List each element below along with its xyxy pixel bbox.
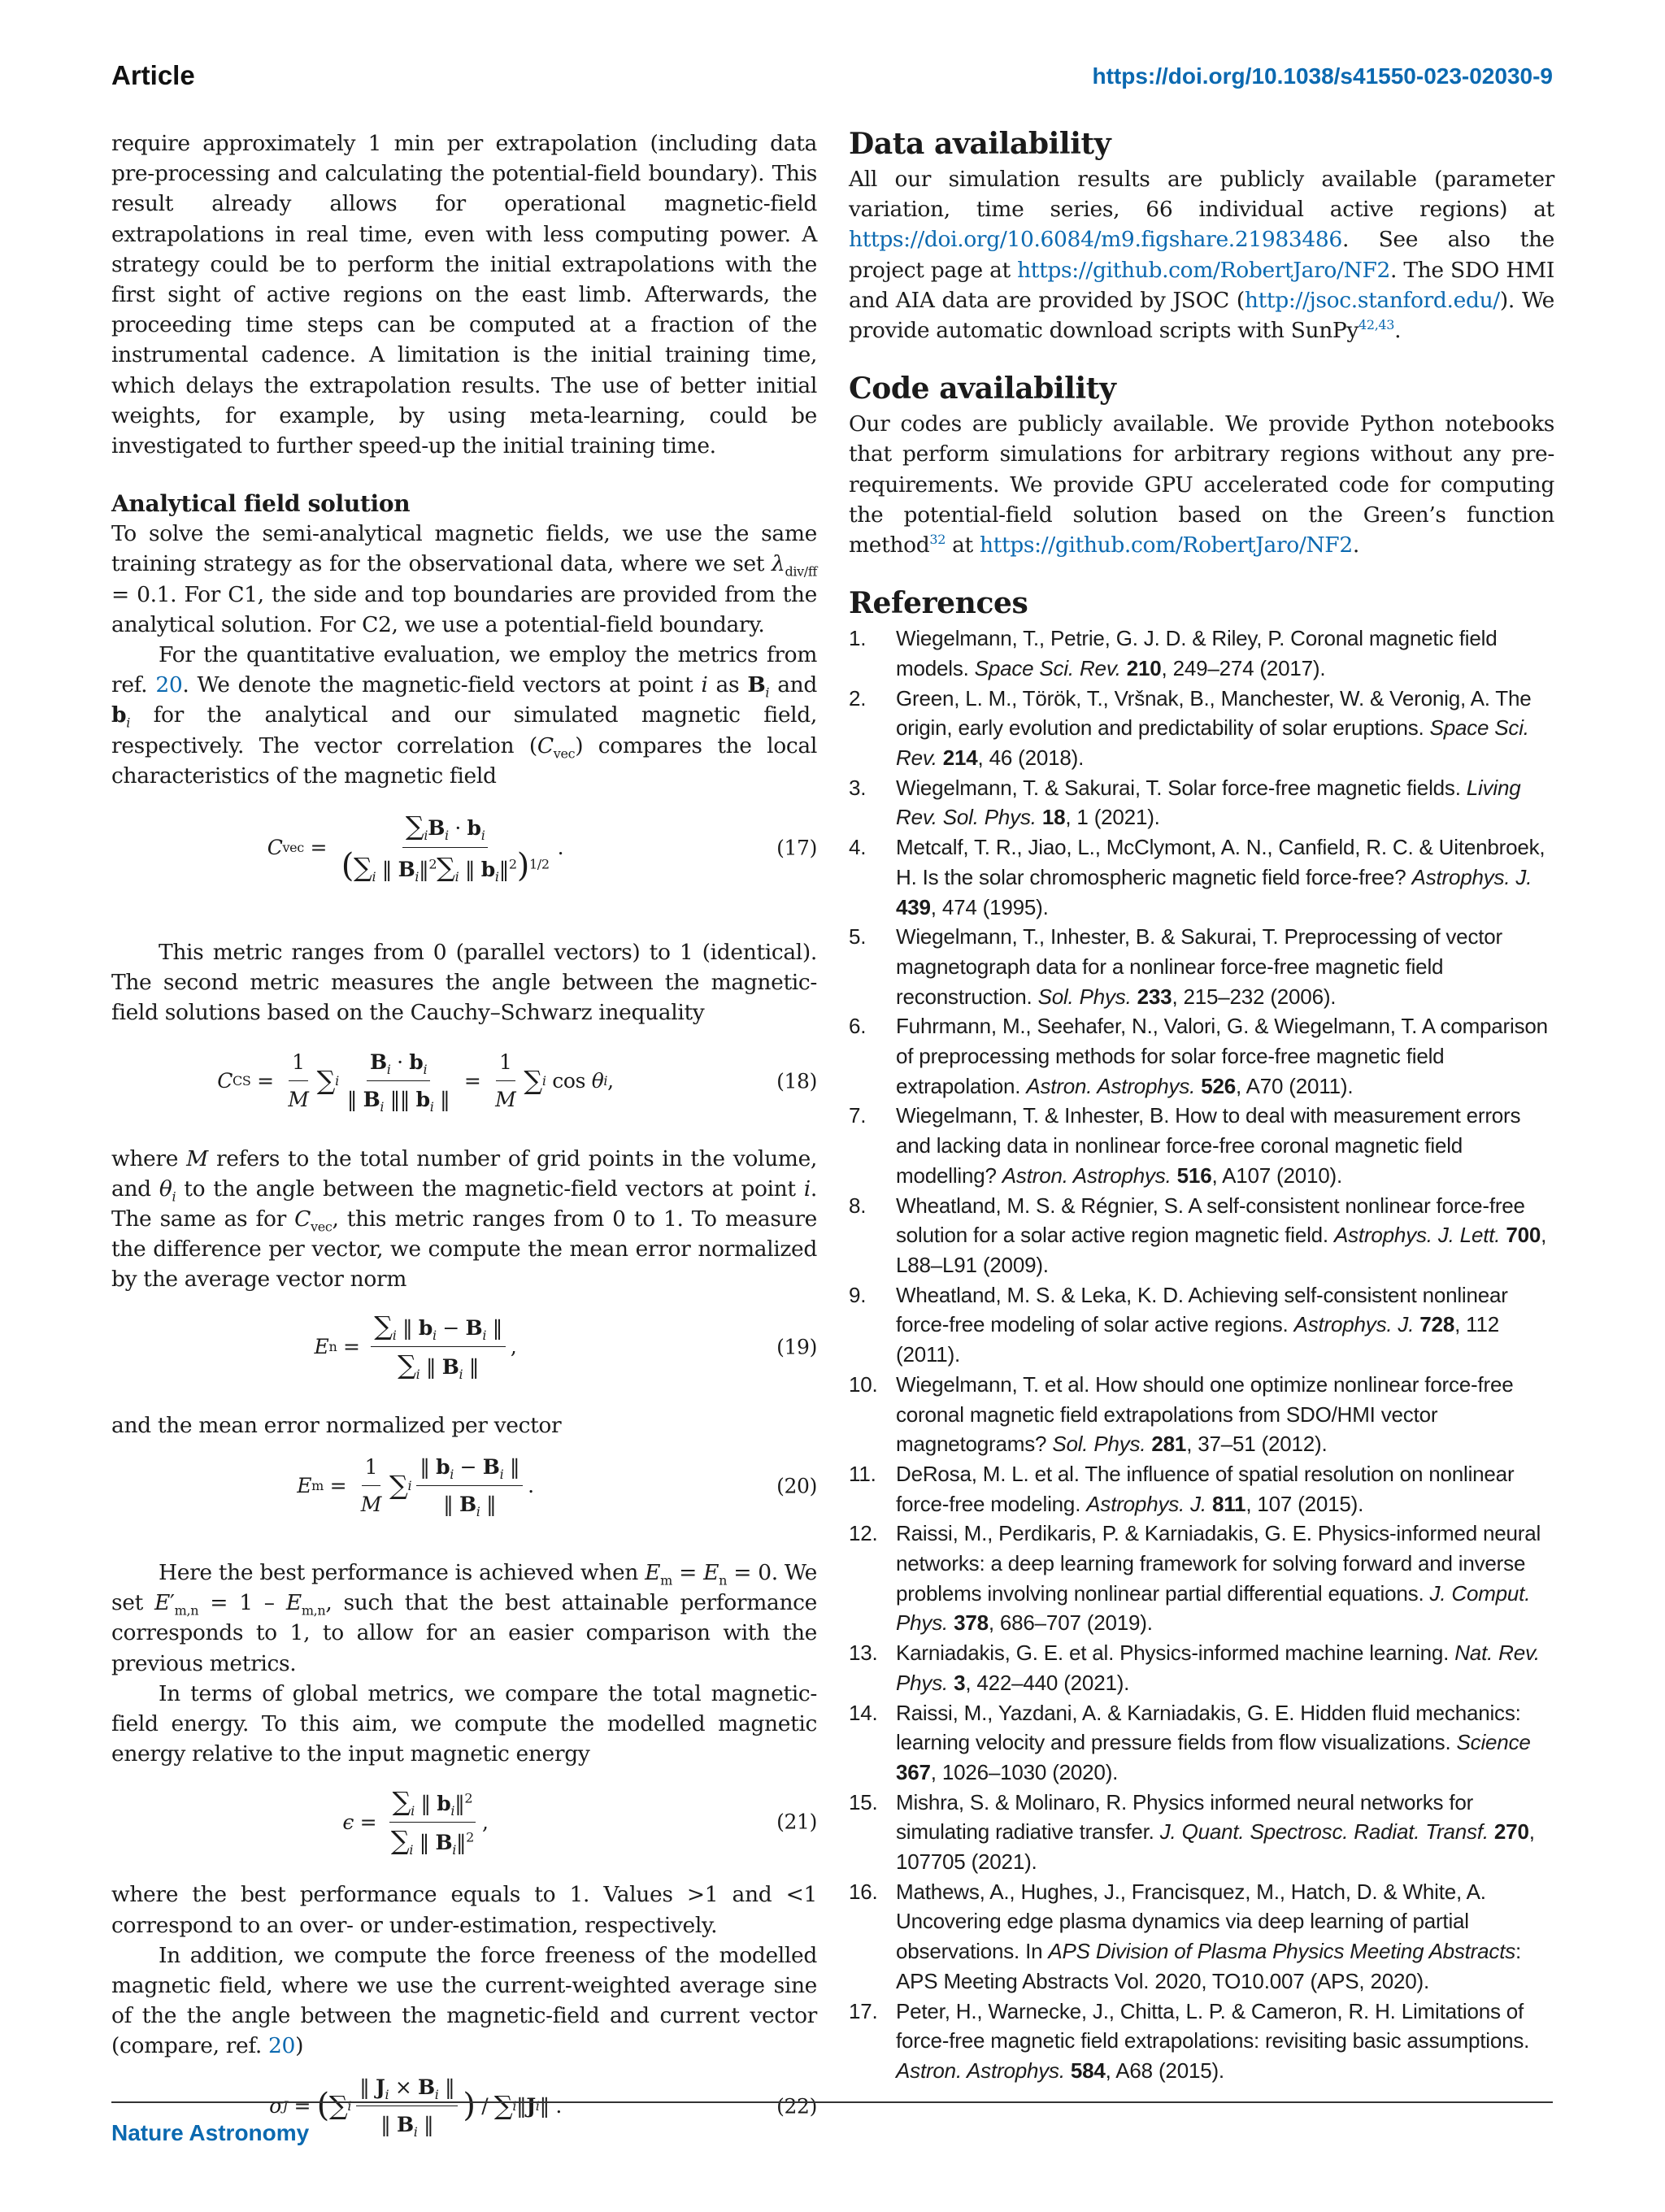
reference-item: 16. Mathews, A., Hughes, J., Francisquez, M., Hatch, D. & White, A. Uncovering edge plasma dynamics via deep learning of partial observations. In APS Division of Plasma Physics Meeting Abstracts: APS Meeting Abstracts Vol. 2020, TO10.007 (APS, 2020). — [849, 1879, 1522, 1993]
github-link[interactable]: https://github.com/RobertJaro/NF2 — [1017, 257, 1390, 283]
reference-item: 13. Karniadakis, G. E. et al. Physics-informed machine learning. Nat. Rev. Phys. 3, 422–440 (2021). — [849, 1641, 1540, 1695]
paragraph-best-equals-one: where the best performance equals to 1. Values >1 and <1 correspond to an over- or under-estimation, respectively. — [111, 1882, 817, 1938]
reference-item: 9. Wheatland, M. S. & Leka, K. D. Achieving self-consistent nonlinear force-free modeling of solar active regions. Astrophys. J. 728, 112 (2011). — [849, 1282, 1508, 1367]
right-column — [849, 125, 1554, 2086]
code-github-link[interactable]: https://github.com/RobertJaro/NF2 — [979, 532, 1353, 558]
left-column — [111, 128, 817, 2151]
heading-data-availability: Data availability — [849, 127, 1111, 161]
reference-item: 7. Wiegelmann, T. & Inhester, B. How to deal with measurement errors and lacking data in nonlinear force-free coronal magnetic field modelling? Astron. Astrophys. 516, A107 (2010). — [849, 1103, 1521, 1188]
reference-item: 3. Wiegelmann, T. & Sakurai, T. Solar force-free magnetic fields. Living Rev. Sol. Phys. 18, 1 (2021). — [849, 775, 1521, 830]
equation-22: σ J = ( ∑ i $\frac{‖ J_i \times B_i ‖}{‖ B_i ‖}$ ) / ∑ i ‖ J i ‖ . (22) — [111, 2062, 817, 2151]
ref-link-20b[interactable]: 20 — [268, 2033, 296, 2059]
equation-21: ϵ = $\frac{\sum_i ‖ b_i‖^2}{\sum_i ‖ B_i‖^2}$ , (21) — [342, 1785, 817, 1858]
paragraph-best-performance: Here the best performance is achieved when $E_m = E_n = 0$. We set $E'_{m,n} = 1 - E_{m,n}$, such that the best attainable performance corresponds to 1, to allow for an easier comparison with the previous metrics. — [111, 1559, 818, 1676]
ref-link-42-43[interactable]: 42,43 — [1359, 317, 1395, 333]
reference-item: 2. Green, L. M., Török, T., Vršnak, B., Manchester, W. & Veronig, A. The origin, early evolution and predictability of solar eruptions. Space Sci. Rev. 214, 46 (2018). — [849, 685, 1532, 771]
equation-19: E n = $\frac{\sum_i ‖ b_i - B_i ‖}{\sum_i ‖ B_i ‖}$ , (19) — [314, 1310, 817, 1383]
jsoc-link[interactable]: http://jsoc.stanford.edu/ — [1244, 287, 1500, 313]
equation-17: C vec = $\frac{\sum_iB_i \cdot b_i}{(\sum_i ‖ B_i‖^2\sum_i ‖ b_i‖^2)^{1/2}}$ . (17) — [267, 810, 817, 884]
paragraph-metrics: For the quantitative evaluation, we employ the metrics from ref. 20. We denote the magnetic-field vectors at point i as $B_i$ and $b_i$ for the analytical and our simulated magnetic field, respectively. The vector correlation $(C_{vec})$ compares the local characteristics of the magnetic field — [111, 642, 818, 789]
heading-analytical-field-solution: Analytical field solution — [111, 490, 411, 518]
paragraph-analytical: To solve the semi-analytical magnetic fields, we use the same training strategy as for the observational data, where we set $\lambda_{div/ff} = 0.1$. For C1, the side and top boundaries are provided from the analytical solution. For C2, we use a potential-field boundary. — [111, 521, 817, 637]
equation-18: C CS = $\frac{1}{M}$ ∑ i $\frac{B_i \cdot b_i}{‖ B_i ‖‖ b_i ‖}$ = $\frac{1}{M}$ ∑ i cos θ i , (18) — [111, 1028, 817, 1134]
reference-item: 11. DeRosa, M. L. et al. The influence of spatial resolution on nonlinear force-free modeling. Astrophys. J. 811, 107 (2015). — [849, 1461, 1515, 1516]
doi-link[interactable]: https://doi.org/10.1038/s41550-023-02030-9 — [1092, 63, 1553, 89]
reference-item: 10. Wiegelmann, T. et al. How should one optimize nonlinear force-free coronal magnetic field extrapolations from SDO/HMI vector magnetograms? Sol. Phys. 281, 37–51 (2012). — [849, 1371, 1514, 1457]
footer-divider — [111, 2101, 1553, 2103]
paragraph-data-availability: All our simulation results are publicly available (parameter variation, time series, 66 individual active regions) at https://doi.org/10.6084/m9.figshare.21983486. See also the project page at https://github.com/RobertJaro/NF2. The SDO HMI and AIA data are provided by JSOC (http://jsoc.stanford.edu/). We provide automatic download scripts with SunPy$^{42,43}$. — [849, 167, 1555, 344]
paragraph-force-freeness: In addition, we compute the force freeness of the modelled magnetic field, where we use the current-weighted average sine of the the angle between the magnetic-field and current vector (compare, ref. 20) — [111, 1942, 817, 2059]
figshare-link[interactable]: https://doi.org/10.6084/m9.figshare.21983486 — [849, 227, 1342, 253]
reference-item: 12. Raissi, M., Perdikaris, P. & Karniadakis, G. E. Physics-informed neural networks: a deep learning framework for solving forward and inverse problems involving nonlinear partial differential equations. J. Comput. Phys. 378, 686–707 (2019). — [849, 1521, 1541, 1636]
paragraph-cauchy-schwarz: This metric ranges from 0 (parallel vectors) to 1 (identical). The second metric measures the angle between the magnetic-field solutions based on the Cauchy–Schwarz inequality — [111, 940, 817, 1026]
paragraph-grid-points: where M refers to the total number of grid points in the volume, and $\theta_i$ to the angle between the magnetic-field vectors at point i. The same as for $C_{vec}$, this metric ranges from 0 to 1. To measure the difference per vector, we compute the mean error normalized by the average vector norm — [111, 1145, 817, 1293]
journal-name: Nature Astronomy — [111, 2120, 310, 2145]
reference-list — [849, 624, 1554, 2085]
equation-20: E m = $\frac{1}{M}$ ∑ i $\frac{‖ b_i - B_i ‖}{‖ B_i ‖}$ . (20) — [111, 1441, 817, 1532]
reference-item: 14. Raissi, M., Yazdani, A. & Karniadakis, G. E. Hidden fluid mechanics: learning velocity and pressure fields from flow visualizations. Science 367, 1026–1030 (2020). — [849, 1700, 1531, 1784]
reference-item: 15. Mishra, S. & Molinaro, R. Physics informed neural networks for simulating radiative transfer. J. Quant. Spectrosc. Radiat. Transf. 270, 107705 (2021). — [849, 1789, 1535, 1875]
paragraph-code-availability: Our codes are publicly available. We provide Python notebooks that perform simulations for arbitrary regions without any pre-requirements. We provide GPU accelerated code for computing the potential-field solution based on the Green’s function method$^{32}$ at https://github.com/RobertJaro/NF2. — [849, 411, 1554, 558]
reference-item: 8. Wheatland, M. S. & Régnier, S. A self-consistent nonlinear force-free solution for a solar active region magnetic field. Astrophys. J. Lett. 700, L88–L91 (2009). — [849, 1193, 1547, 1277]
reference-item: 1. Wiegelmann, T., Petrie, G. J. D. & Riley, P. Coronal magnetic field models. Space Sci. Rev. 210, 249–274 (2017). — [849, 626, 1498, 680]
reference-item: 5. Wiegelmann, T., Inhester, B. & Sakurai, T. Preprocessing of vector magnetograph data for a nonlinear force-free magnetic field reconstruction. Sol. Phys. 233, 215–232 (2006). — [849, 924, 1502, 1009]
reference-item: 6. Fuhrmann, M., Seehafer, N., Valori, G. & Wiegelmann, T. A comparison of preprocessing methods for solar force-free magnetic field extrapolation. Astron. Astrophys. 526, A70 (2011). — [849, 1014, 1548, 1098]
article-label: Article — [111, 60, 195, 90]
reference-item: 4. Metcalf, T. R., Jiao, L., McClymont, A. N., Canfield, R. C. & Uitenbroek, H. Is the solar chromospheric magnetic field force-free? Astrophys. J. 439, 474 (1995). — [849, 835, 1545, 919]
ref-link-20[interactable]: 20 — [155, 672, 183, 698]
heading-references: References — [849, 586, 1028, 621]
paragraph-mean-error: and the mean error normalized per vector — [111, 1412, 562, 1438]
heading-code-availability: Code availability — [849, 372, 1116, 406]
ref-link-32[interactable]: 32 — [929, 532, 946, 548]
paragraph-global-metrics: In terms of global metrics, we compare the total magnetic-field energy. To this aim, we compute the modelled magnetic energy relative to the input magnetic energy — [111, 1680, 817, 1767]
paragraph-intro: require approximately 1 min per extrapolation (including data pre-processing and calculating the potential-field boundary). This result already allows for operational magnetic-field extrapolations in real time, even with less computing power. A strategy could be to perform the initial extrapolations with the first sight of active regions on the east limb. Afterwards, the proceeding time steps can be computed at a fraction of the instrumental cadence. A limitation is the initial training time, which delays the extrapolation results. The use of better initial weights, for example, by using meta-learning, could be investigated to further speed-up the initial training time. — [111, 131, 817, 459]
reference-item: 17. Peter, H., Warnecke, J., Chitta, L. P. & Cameron, R. H. Limitations of force-free magnetic field extrapolations: revisiting basic assumptions. Astron. Astrophys. 584, A68 (2015). — [849, 1998, 1530, 2083]
